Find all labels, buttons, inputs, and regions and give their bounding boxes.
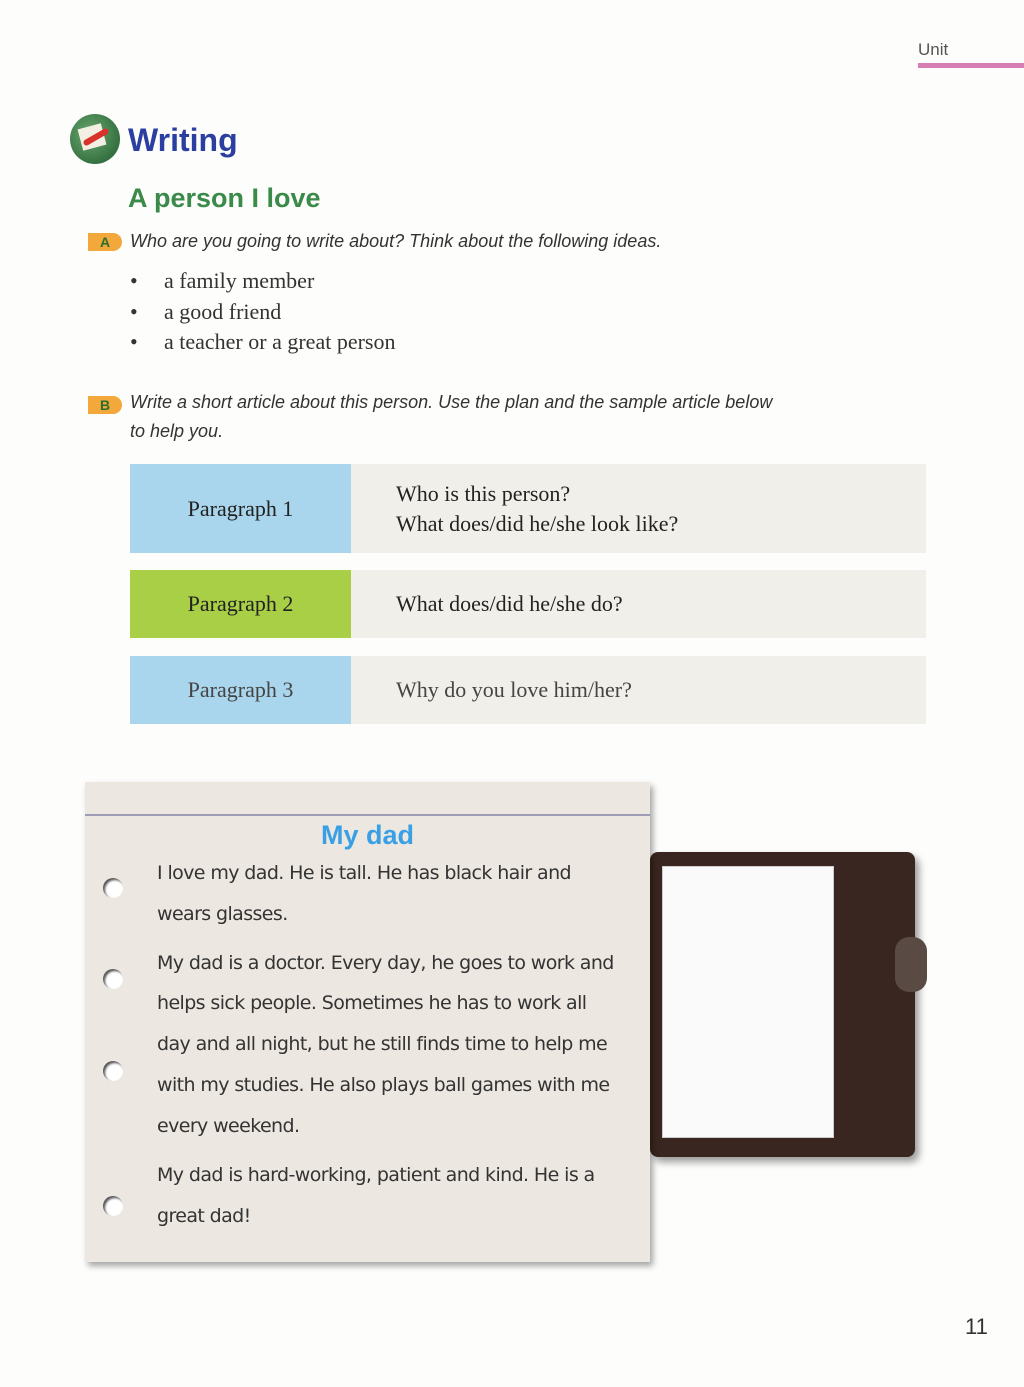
card-rule (85, 814, 650, 816)
plan-row-3 (130, 656, 926, 724)
article-line: every weekend. (157, 1115, 300, 1137)
plan-question: Why do you love him/her? (396, 677, 632, 702)
task-a-instruction: Who are you going to write about? Think about the following ideas. (130, 231, 662, 251)
article-line: with my studies. He also plays ball games with me (157, 1074, 610, 1096)
punch-hole (103, 969, 123, 989)
bullet-text: a family member (164, 268, 315, 293)
plan-label: Paragraph 1 (130, 464, 351, 553)
unit-bar (918, 63, 1024, 68)
punch-hole (103, 1061, 123, 1081)
task-a-badge: A (88, 233, 122, 251)
page-number: 11 (965, 1314, 988, 1339)
bullet-item: • a family member (130, 268, 315, 293)
task-b-badge: B (88, 396, 122, 414)
article-line: great dad! (157, 1205, 251, 1227)
article-line: wears glasses. (157, 903, 288, 925)
sample-article-card (85, 782, 650, 1262)
section-title: Writing (128, 122, 238, 158)
plan-question: What does/did he/she do? (396, 591, 623, 616)
article-title: My dad (320, 820, 414, 850)
task-b-instruction: Write a short article about this person. Use the plan and the sample article below (130, 392, 773, 412)
writing-icon (70, 114, 120, 164)
article-line: My dad is hard-working, patient and kind. He is a (157, 1164, 595, 1186)
plan-label: Paragraph 3 (130, 656, 351, 724)
article-line: I love my dad. He is tall. He has black hair and (157, 862, 571, 884)
article-line: helps sick people. Sometimes he has to work all (157, 992, 587, 1014)
organizer-illustration (650, 852, 915, 1157)
section-subtitle: A person I love (128, 183, 321, 213)
plan-row-1 (130, 464, 926, 553)
bullet-item: • a good friend (130, 299, 282, 324)
organizer-page (662, 866, 834, 1138)
unit-label: Unit (918, 40, 949, 59)
punch-hole (103, 878, 123, 898)
article-line: My dad is a doctor. Every day, he goes to work and (157, 952, 614, 974)
bullet-item: • a teacher or a great person (130, 329, 396, 354)
article-line: day and all night, but he still finds time to help me (157, 1033, 608, 1055)
plan-label: Paragraph 2 (130, 570, 351, 638)
task-b-instruction-cont: to help you. (130, 421, 224, 441)
bullet-text: a good friend (164, 299, 282, 324)
organizer-clasp (895, 937, 927, 992)
punch-hole (103, 1196, 123, 1216)
bullet-text: a teacher or a great person (164, 329, 396, 354)
plan-row-2 (130, 570, 926, 638)
plan-question: What does/did he/she look like? (396, 510, 679, 536)
plan-question: Who is this person? (396, 480, 571, 506)
